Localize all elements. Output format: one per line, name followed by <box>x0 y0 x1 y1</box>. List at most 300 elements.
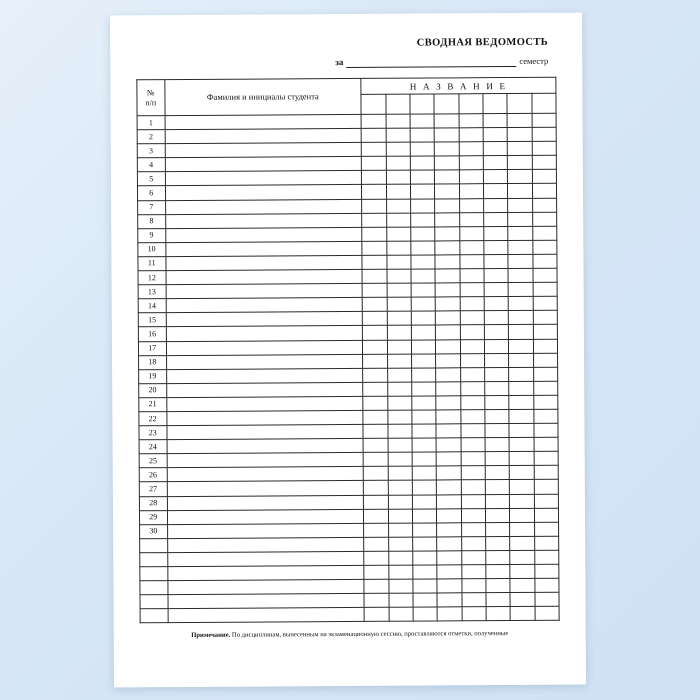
mark-cell[interactable] <box>485 367 509 381</box>
mark-cell[interactable] <box>387 283 411 297</box>
mark-cell[interactable] <box>437 537 461 551</box>
mark-cell[interactable] <box>387 297 411 311</box>
mark-cell[interactable] <box>386 213 410 227</box>
row-number-cell[interactable] <box>140 581 168 595</box>
mark-cell[interactable] <box>508 198 532 212</box>
mark-cell[interactable] <box>413 551 437 565</box>
mark-cell[interactable] <box>364 551 388 565</box>
mark-cell[interactable] <box>461 494 485 508</box>
student-name-cell[interactable] <box>167 579 364 594</box>
row-number-cell[interactable] <box>140 609 168 623</box>
mark-cell[interactable] <box>388 424 412 438</box>
mark-cell[interactable] <box>364 481 388 495</box>
mark-cell[interactable] <box>388 452 412 466</box>
mark-cell[interactable] <box>436 466 460 480</box>
mark-cell[interactable] <box>436 325 460 339</box>
mark-cell[interactable] <box>486 550 510 564</box>
mark-cell[interactable] <box>486 607 510 621</box>
mark-cell[interactable] <box>387 326 411 340</box>
mark-cell[interactable] <box>459 198 483 212</box>
mark-cell[interactable] <box>486 579 510 593</box>
mark-cell[interactable] <box>363 326 387 340</box>
student-name-cell[interactable] <box>167 594 364 609</box>
mark-cell[interactable] <box>412 509 436 523</box>
mark-cell[interactable] <box>362 213 386 227</box>
mark-cell[interactable] <box>411 199 435 213</box>
mark-cell[interactable] <box>386 114 410 128</box>
mark-cell[interactable] <box>435 269 459 283</box>
mark-cell[interactable] <box>437 579 461 593</box>
mark-cell[interactable] <box>533 325 558 339</box>
student-name-cell[interactable] <box>165 185 362 200</box>
mark-cell[interactable] <box>533 409 558 423</box>
mark-cell[interactable] <box>510 494 534 508</box>
student-name-cell[interactable] <box>166 354 363 369</box>
mark-cell[interactable] <box>362 283 386 297</box>
mark-cell[interactable] <box>532 226 557 240</box>
student-name-cell[interactable] <box>167 509 364 524</box>
student-name-cell[interactable] <box>165 199 362 214</box>
mark-cell[interactable] <box>363 438 387 452</box>
mark-cell[interactable] <box>412 382 436 396</box>
mark-cell[interactable] <box>484 353 508 367</box>
mark-cell[interactable] <box>485 452 509 466</box>
mark-cell[interactable] <box>362 241 386 255</box>
semester-input[interactable] <box>346 55 516 68</box>
mark-cell[interactable] <box>364 593 388 607</box>
mark-cell[interactable] <box>460 255 484 269</box>
mark-cell[interactable] <box>410 156 434 170</box>
mark-cell[interactable] <box>411 227 435 241</box>
mark-cell[interactable] <box>508 268 532 282</box>
mark-cell[interactable] <box>437 480 461 494</box>
mark-cell[interactable] <box>388 466 412 480</box>
mark-cell[interactable] <box>362 157 386 171</box>
mark-cell[interactable] <box>534 564 559 578</box>
mark-cell[interactable] <box>387 368 411 382</box>
mark-cell[interactable] <box>534 508 559 522</box>
mark-cell[interactable] <box>509 339 533 353</box>
mark-cell[interactable] <box>363 453 387 467</box>
mark-cell[interactable] <box>485 494 509 508</box>
mark-cell[interactable] <box>364 608 388 622</box>
mark-cell[interactable] <box>410 170 434 184</box>
student-name-cell[interactable] <box>165 143 362 158</box>
mark-cell[interactable] <box>484 254 508 268</box>
mark-cell[interactable] <box>483 184 507 198</box>
mark-cell[interactable] <box>460 325 484 339</box>
mark-cell[interactable] <box>435 283 459 297</box>
mark-cell[interactable] <box>387 269 411 283</box>
mark-cell[interactable] <box>510 564 534 578</box>
mark-cell[interactable] <box>532 198 557 212</box>
mark-cell[interactable] <box>508 282 532 296</box>
mark-cell[interactable] <box>461 565 485 579</box>
mark-cell[interactable] <box>388 565 412 579</box>
student-name-cell[interactable] <box>166 340 363 355</box>
mark-cell[interactable] <box>412 424 436 438</box>
mark-cell[interactable] <box>484 226 508 240</box>
mark-cell[interactable] <box>387 396 411 410</box>
row-number-cell[interactable] <box>140 567 168 581</box>
mark-cell[interactable] <box>364 537 388 551</box>
mark-cell[interactable] <box>533 339 558 353</box>
student-name-cell[interactable] <box>167 467 364 482</box>
mark-cell[interactable] <box>509 325 533 339</box>
mark-cell[interactable] <box>483 170 507 184</box>
mark-cell[interactable] <box>460 269 484 283</box>
mark-cell[interactable] <box>413 593 437 607</box>
mark-cell[interactable] <box>412 438 436 452</box>
mark-cell[interactable] <box>461 452 485 466</box>
mark-cell[interactable] <box>436 311 460 325</box>
mark-cell[interactable] <box>533 395 558 409</box>
student-name-cell[interactable] <box>167 495 364 510</box>
mark-cell[interactable] <box>436 382 460 396</box>
student-name-cell[interactable] <box>166 284 363 299</box>
student-name-cell[interactable] <box>167 439 364 454</box>
mark-cell[interactable] <box>389 607 413 621</box>
mark-cell[interactable] <box>534 437 559 451</box>
mark-cell[interactable] <box>510 607 534 621</box>
mark-cell[interactable] <box>460 396 484 410</box>
mark-cell[interactable] <box>509 423 533 437</box>
mark-cell[interactable] <box>362 297 386 311</box>
mark-cell[interactable] <box>413 579 437 593</box>
mark-cell[interactable] <box>387 410 411 424</box>
mark-cell[interactable] <box>486 565 510 579</box>
mark-cell[interactable] <box>532 254 557 268</box>
mark-cell[interactable] <box>411 283 435 297</box>
mark-cell[interactable] <box>363 424 387 438</box>
mark-cell[interactable] <box>532 141 557 155</box>
mark-cell[interactable] <box>411 241 435 255</box>
mark-cell[interactable] <box>532 184 557 198</box>
mark-cell[interactable] <box>411 325 435 339</box>
mark-cell[interactable] <box>412 368 436 382</box>
mark-cell[interactable] <box>532 240 557 254</box>
mark-cell[interactable] <box>461 551 485 565</box>
mark-cell[interactable] <box>436 452 460 466</box>
mark-cell[interactable] <box>485 409 509 423</box>
mark-cell[interactable] <box>410 114 434 128</box>
student-name-cell[interactable] <box>165 157 362 172</box>
mark-cell[interactable] <box>413 537 437 551</box>
mark-cell[interactable] <box>461 508 485 522</box>
mark-cell[interactable] <box>410 142 434 156</box>
student-name-cell[interactable] <box>165 213 362 228</box>
mark-cell[interactable] <box>460 283 484 297</box>
mark-cell[interactable] <box>462 607 486 621</box>
mark-cell[interactable] <box>459 212 483 226</box>
mark-cell[interactable] <box>436 368 460 382</box>
mark-cell[interactable] <box>484 339 508 353</box>
mark-cell[interactable] <box>364 565 388 579</box>
mark-cell[interactable] <box>364 509 388 523</box>
mark-cell[interactable] <box>412 523 436 537</box>
mark-cell[interactable] <box>486 593 510 607</box>
mark-cell[interactable] <box>389 593 413 607</box>
mark-cell[interactable] <box>486 536 510 550</box>
mark-cell[interactable] <box>510 522 534 536</box>
mark-cell[interactable] <box>460 367 484 381</box>
mark-cell[interactable] <box>459 241 483 255</box>
mark-cell[interactable] <box>532 212 557 226</box>
mark-cell[interactable] <box>461 438 485 452</box>
mark-cell[interactable] <box>461 480 485 494</box>
mark-cell[interactable] <box>386 241 410 255</box>
mark-cell[interactable] <box>412 480 436 494</box>
mark-cell[interactable] <box>459 142 483 156</box>
mark-cell[interactable] <box>437 551 461 565</box>
mark-cell[interactable] <box>485 438 509 452</box>
mark-cell[interactable] <box>435 212 459 226</box>
mark-cell[interactable] <box>509 367 533 381</box>
mark-cell[interactable] <box>460 381 484 395</box>
mark-cell[interactable] <box>485 381 509 395</box>
mark-cell[interactable] <box>363 396 387 410</box>
mark-cell[interactable] <box>461 466 485 480</box>
student-name-cell[interactable] <box>165 255 362 270</box>
student-name-cell[interactable] <box>166 424 363 439</box>
mark-cell[interactable] <box>485 395 509 409</box>
mark-cell[interactable] <box>534 578 559 592</box>
mark-cell[interactable] <box>362 142 386 156</box>
mark-cell[interactable] <box>485 424 509 438</box>
mark-cell[interactable] <box>411 255 435 269</box>
mark-cell[interactable] <box>436 424 460 438</box>
mark-cell[interactable] <box>483 128 507 142</box>
student-name-cell[interactable] <box>167 551 364 566</box>
mark-cell[interactable] <box>387 255 411 269</box>
mark-cell[interactable] <box>411 339 435 353</box>
mark-cell[interactable] <box>363 354 387 368</box>
mark-cell[interactable] <box>387 354 411 368</box>
mark-cell[interactable] <box>363 312 387 326</box>
mark-cell[interactable] <box>533 381 558 395</box>
mark-cell[interactable] <box>461 536 485 550</box>
student-name-cell[interactable] <box>167 481 364 496</box>
mark-cell[interactable] <box>507 127 531 141</box>
mark-cell[interactable] <box>507 142 531 156</box>
mark-cell[interactable] <box>413 565 437 579</box>
mark-cell[interactable] <box>509 409 533 423</box>
mark-cell[interactable] <box>437 523 461 537</box>
mark-cell[interactable] <box>412 452 436 466</box>
mark-cell[interactable] <box>411 213 435 227</box>
mark-cell[interactable] <box>362 185 386 199</box>
mark-cell[interactable] <box>363 467 387 481</box>
mark-cell[interactable] <box>388 438 412 452</box>
student-name-cell[interactable] <box>166 382 363 397</box>
mark-cell[interactable] <box>483 114 507 128</box>
student-name-cell[interactable] <box>166 312 363 327</box>
mark-cell[interactable] <box>411 354 435 368</box>
mark-cell[interactable] <box>411 297 435 311</box>
mark-cell[interactable] <box>412 410 436 424</box>
mark-cell[interactable] <box>533 367 558 381</box>
mark-cell[interactable] <box>532 156 557 170</box>
mark-cell[interactable] <box>437 565 461 579</box>
student-name-cell[interactable] <box>165 129 362 144</box>
mark-cell[interactable] <box>412 466 436 480</box>
mark-cell[interactable] <box>437 508 461 522</box>
student-name-cell[interactable] <box>167 523 364 538</box>
mark-cell[interactable] <box>533 311 558 325</box>
mark-cell[interactable] <box>435 241 459 255</box>
mark-cell[interactable] <box>389 579 413 593</box>
mark-cell[interactable] <box>388 481 412 495</box>
mark-cell[interactable] <box>435 170 459 184</box>
student-name-cell[interactable] <box>165 114 362 129</box>
mark-cell[interactable] <box>485 508 509 522</box>
mark-cell[interactable] <box>508 212 532 226</box>
mark-cell[interactable] <box>485 466 509 480</box>
mark-cell[interactable] <box>459 184 483 198</box>
mark-cell[interactable] <box>387 311 411 325</box>
student-name-cell[interactable] <box>166 326 363 341</box>
mark-cell[interactable] <box>509 466 533 480</box>
mark-cell[interactable] <box>509 353 533 367</box>
mark-cell[interactable] <box>532 127 557 141</box>
mark-cell[interactable] <box>362 227 386 241</box>
mark-cell[interactable] <box>509 452 533 466</box>
mark-cell[interactable] <box>436 339 460 353</box>
mark-cell[interactable] <box>535 606 560 620</box>
mark-cell[interactable] <box>460 297 484 311</box>
mark-cell[interactable] <box>410 184 434 198</box>
student-name-cell[interactable] <box>166 368 363 383</box>
mark-cell[interactable] <box>388 495 412 509</box>
row-number-cell[interactable] <box>140 595 168 609</box>
row-number-cell[interactable] <box>140 538 168 552</box>
mark-cell[interactable] <box>364 579 388 593</box>
mark-cell[interactable] <box>460 410 484 424</box>
mark-cell[interactable] <box>460 353 484 367</box>
mark-cell[interactable] <box>484 283 508 297</box>
mark-cell[interactable] <box>363 340 387 354</box>
mark-cell[interactable] <box>386 199 410 213</box>
mark-cell[interactable] <box>362 199 386 213</box>
mark-cell[interactable] <box>534 423 559 437</box>
mark-cell[interactable] <box>459 226 483 240</box>
mark-cell[interactable] <box>461 424 485 438</box>
mark-cell[interactable] <box>435 198 459 212</box>
mark-cell[interactable] <box>534 494 559 508</box>
mark-cell[interactable] <box>435 255 459 269</box>
mark-cell[interactable] <box>386 156 410 170</box>
mark-cell[interactable] <box>484 325 508 339</box>
mark-cell[interactable] <box>485 480 509 494</box>
student-name-cell[interactable] <box>165 171 362 186</box>
mark-cell[interactable] <box>363 410 387 424</box>
mark-cell[interactable] <box>510 593 534 607</box>
mark-cell[interactable] <box>484 269 508 283</box>
mark-cell[interactable] <box>436 396 460 410</box>
mark-cell[interactable] <box>484 212 508 226</box>
mark-cell[interactable] <box>362 171 386 185</box>
mark-cell[interactable] <box>386 185 410 199</box>
mark-cell[interactable] <box>412 396 436 410</box>
mark-cell[interactable] <box>484 240 508 254</box>
mark-cell[interactable] <box>435 184 459 198</box>
mark-cell[interactable] <box>534 550 559 564</box>
student-name-cell[interactable] <box>166 396 363 411</box>
mark-cell[interactable] <box>533 353 558 367</box>
mark-cell[interactable] <box>461 579 485 593</box>
student-name-cell[interactable] <box>167 565 364 580</box>
mark-cell[interactable] <box>411 269 435 283</box>
mark-cell[interactable] <box>485 522 509 536</box>
mark-cell[interactable] <box>388 551 412 565</box>
mark-cell[interactable] <box>386 170 410 184</box>
student-name-cell[interactable] <box>167 537 364 552</box>
student-name-cell[interactable] <box>165 227 362 242</box>
mark-cell[interactable] <box>434 128 458 142</box>
mark-cell[interactable] <box>435 156 459 170</box>
mark-cell[interactable] <box>462 593 486 607</box>
mark-cell[interactable] <box>364 523 388 537</box>
mark-cell[interactable] <box>535 592 560 606</box>
mark-cell[interactable] <box>411 311 435 325</box>
mark-cell[interactable] <box>509 395 533 409</box>
mark-cell[interactable] <box>386 128 410 142</box>
mark-cell[interactable] <box>509 438 533 452</box>
mark-cell[interactable] <box>459 128 483 142</box>
mark-cell[interactable] <box>434 142 458 156</box>
mark-cell[interactable] <box>533 268 558 282</box>
student-name-cell[interactable] <box>168 608 365 623</box>
mark-cell[interactable] <box>508 254 532 268</box>
mark-cell[interactable] <box>508 184 532 198</box>
mark-cell[interactable] <box>387 340 411 354</box>
mark-cell[interactable] <box>483 142 507 156</box>
mark-cell[interactable] <box>534 536 559 550</box>
mark-cell[interactable] <box>484 311 508 325</box>
mark-cell[interactable] <box>386 227 410 241</box>
mark-cell[interactable] <box>509 311 533 325</box>
mark-cell[interactable] <box>436 438 460 452</box>
mark-cell[interactable] <box>508 170 532 184</box>
mark-cell[interactable] <box>413 607 437 621</box>
mark-cell[interactable] <box>533 296 558 310</box>
mark-cell[interactable] <box>534 480 559 494</box>
mark-cell[interactable] <box>435 297 459 311</box>
mark-cell[interactable] <box>510 536 534 550</box>
mark-cell[interactable] <box>484 297 508 311</box>
mark-cell[interactable] <box>361 128 385 142</box>
row-number-cell[interactable] <box>140 553 168 567</box>
mark-cell[interactable] <box>509 381 533 395</box>
student-name-cell[interactable] <box>167 453 364 468</box>
mark-cell[interactable] <box>362 269 386 283</box>
mark-cell[interactable] <box>386 142 410 156</box>
mark-cell[interactable] <box>532 113 557 127</box>
mark-cell[interactable] <box>434 114 458 128</box>
mark-cell[interactable] <box>387 382 411 396</box>
mark-cell[interactable] <box>483 156 507 170</box>
mark-cell[interactable] <box>532 170 557 184</box>
mark-cell[interactable] <box>510 578 534 592</box>
mark-cell[interactable] <box>459 114 483 128</box>
mark-cell[interactable] <box>508 240 532 254</box>
mark-cell[interactable] <box>437 494 461 508</box>
mark-cell[interactable] <box>534 466 559 480</box>
mark-cell[interactable] <box>533 282 558 296</box>
mark-cell[interactable] <box>437 593 461 607</box>
student-name-cell[interactable] <box>166 269 363 284</box>
mark-cell[interactable] <box>507 113 531 127</box>
